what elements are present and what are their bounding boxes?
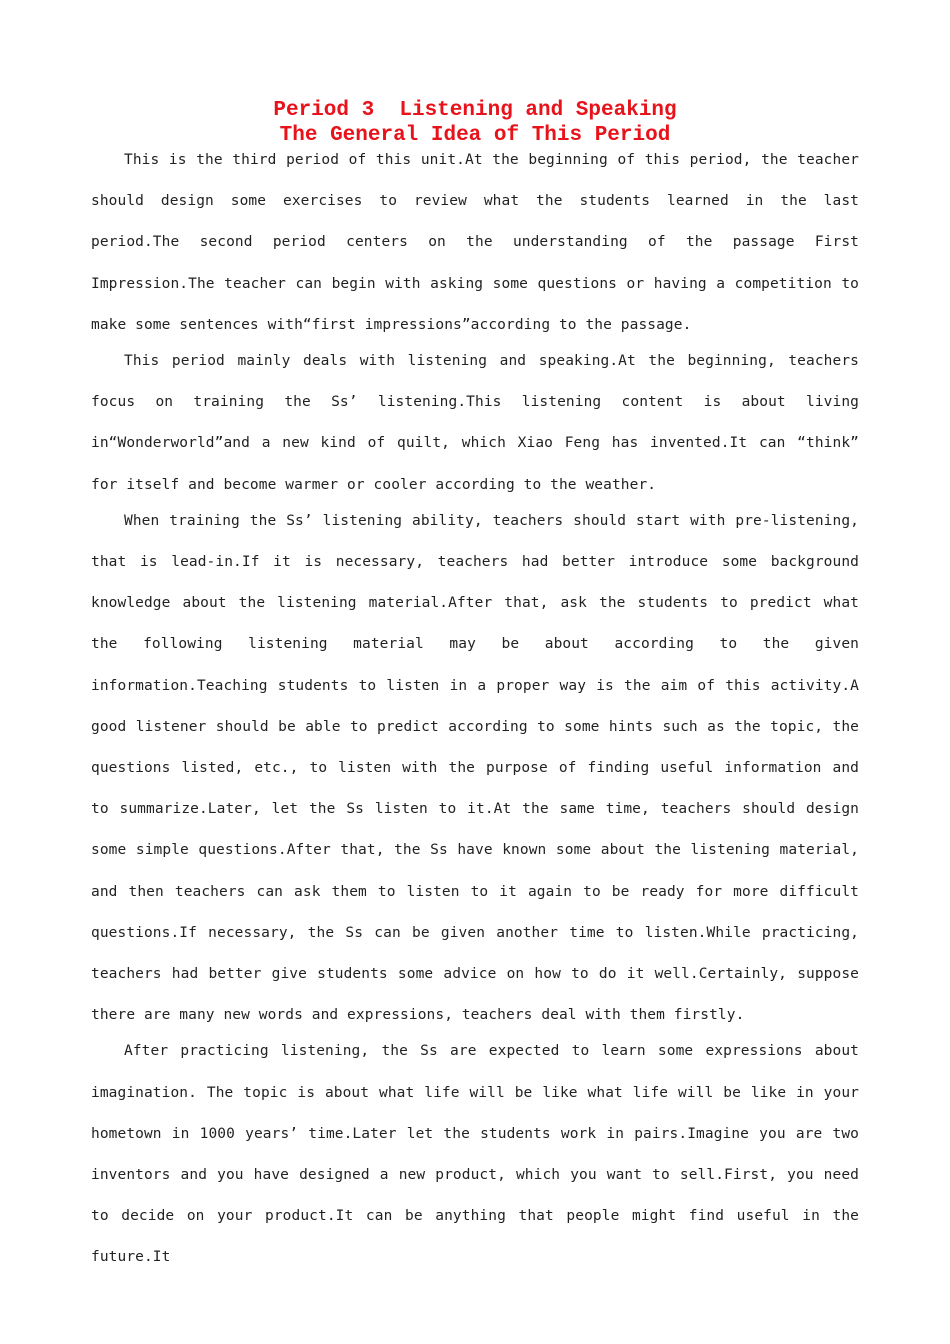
document-title: Period 3 Listening and Speaking [273, 99, 677, 122]
paragraph-4: After practicing listening, the Ss are expected to learn some expressions about imagination. The topic is about what life will be like what life will be like in your hometown in 1000 years’ time.Later let the students work in pairs.Imagine you are two inventors and you have designed a new product, which you want to sell.First, you need to decide on your product.It can be anything that people might find useful in the future.It [91, 1043, 859, 1266]
document-page [91, 98, 859, 1279]
paragraph-2: This period mainly deals with listening and speaking.At the beginning, teachers focus on training the Ss’ listening.This listening content is about living in“Wonderworld”and a new kind of quilt, which Xiao Feng has invented.It can “think” for itself and become warmer or cooler according to the weather. [91, 353, 859, 493]
document-subtitle: The General Idea of This Period [279, 124, 671, 147]
paragraph-3: When training the Ss’ listening ability, teachers should start with pre-listening, that is lead-in.If it is necessary, teachers had better introduce some background knowledge about the listening material.After that, ask the students to predict what the following listening material may be about according to the given information.Teaching students to listen in a proper way is the aim of this activity.A good listener should be able to predict according to some hints such as the topic, the questions listed, etc., to listen with the purpose of finding useful information and to summarize.Later, let the Ss listen to it.At the same time, teachers should design some simple questions.After that, the Ss have known some about the listening material, and then teachers can ask them to listen to it again to be ready for more difficult questions.If necessary, the Ss can be given another time to listen.While practicing, teachers had better give students some advice on how to do it well.Certainly, suppose there are many new words and expressions, teachers deal with them firstly. [91, 512, 859, 1024]
paragraph-1: This is the third period of this unit.At the beginning of this period, the teacher should design some exercises to review what the students learned in the last period.The second period centers on the understanding of the passage First Impression.The teacher can begin with asking some questions or having a competition to make some sentences with“first impressions”according to the passage. [91, 152, 859, 333]
